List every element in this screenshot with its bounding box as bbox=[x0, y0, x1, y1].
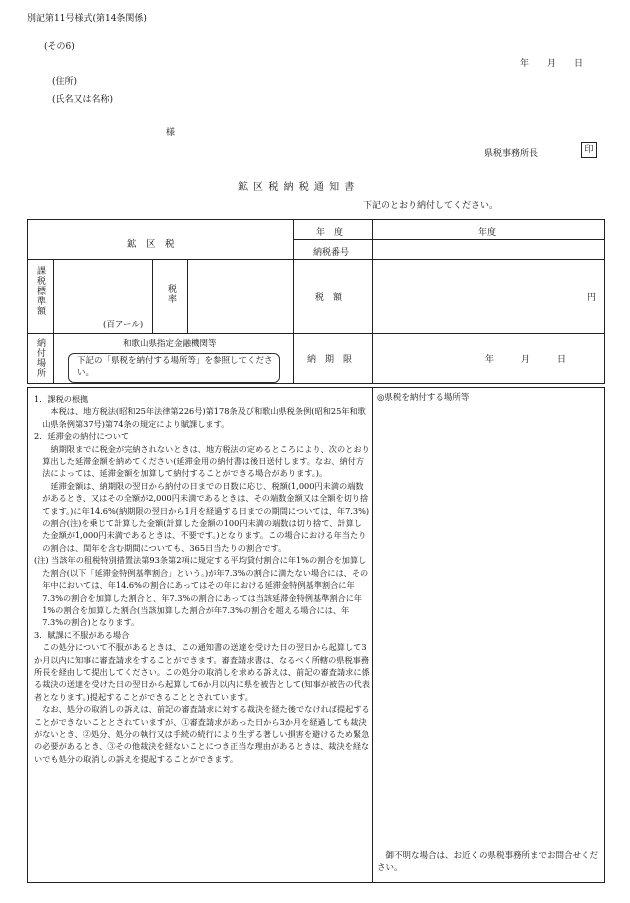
deadline-label: 納 期 限 bbox=[307, 355, 353, 365]
section1-title: 1．課税の根拠 bbox=[34, 394, 89, 404]
section3-para1: この処分について不服があるときは、この通知書の送達を受けた日の翌日から起算して3か月以内に知事に審査請求をすることができます。審査請求書は、なるべく所轄の県税事務所長を経由して提出してください。この処分の取消しを求める訴えは、前記の審査請求に係る裁決の送達を受けた日の翌日から起算して6か月以内に県を被告として(知事が被告の代表者となります。)提起することができることとされています。 bbox=[34, 642, 370, 702]
issuer: 県税事務所長 bbox=[484, 149, 539, 159]
section3-title: 3．賦課に不服がある場合 bbox=[34, 629, 130, 640]
section2-footnote: (注) 当該年の租税特別措置法第93条第2項に規定する平均貸付割合に年1%の割合を加算した割合(以下「延滞金特例基準割合」という。)が年7.3%の割合に満たない場合には、その年中においては、年14.6%の割合にあってはその年における延滞金特例基準割合に年7.3%の割合を加算した割合と、年7.3%の割合にあっては当該延滞金特例基準割合に年1%の割合を加算した割合(当該加算した割合が年7.3%の割合を超える場合には、年7.3%の割合)となります。 bbox=[34, 555, 369, 628]
place-note: 下記の「県税を納付する場所等」を参照してください。 bbox=[77, 356, 273, 378]
rate-label: 税率 bbox=[166, 284, 176, 304]
area-unit: (百アール) bbox=[103, 320, 144, 330]
address-label: (住所) bbox=[52, 77, 78, 87]
document-title: 鉱 区 税 納 税 通 知 書 bbox=[238, 182, 356, 193]
year-value: 年度 bbox=[478, 228, 497, 238]
deadline-value: 年 月 日 bbox=[485, 355, 567, 365]
place-value: 和歌山県指定金融機関等 bbox=[123, 339, 217, 349]
tax-name: 鉱 区 税 bbox=[127, 239, 175, 250]
section1-body: 本税は、地方税法(昭和25年法律第226号)第178条及び和歌山県税条例(昭和25年和歌山県条例第37号)第74条の規定により賦課します。 bbox=[42, 406, 366, 429]
honorific: 様 bbox=[166, 128, 176, 138]
year-label: 年 度 bbox=[316, 228, 344, 238]
amount-label: 税 額 bbox=[315, 293, 343, 303]
tax-number-label: 納税番号 bbox=[313, 248, 350, 258]
form-sub-number: (その6) bbox=[44, 42, 75, 52]
place-label: 納付場所 bbox=[35, 338, 45, 378]
issue-date: 年 月 日 bbox=[520, 59, 584, 69]
standard-label: 課税標準額 bbox=[35, 266, 45, 316]
form-number: 別記第11号様式(第14条関係) bbox=[27, 14, 147, 24]
seal-text: 印 bbox=[584, 145, 594, 155]
payment-place-title: ◎県税を納付する場所等 bbox=[377, 393, 470, 403]
section2-title: 2．延滞金の納付について bbox=[34, 431, 130, 442]
lead-text: 下記のとおり納付してください。 bbox=[363, 201, 499, 211]
name-label: (氏名又は名称) bbox=[52, 95, 114, 105]
section2-para2: 延滞金額は、納期限の翌日から納付の日までの日数に応じ、税額(1,000円未満の端数があるとき、又はその全額が2,000円未満であるときは、その端数金額又は全額を切り捨てます。)に年14.6%(納期限の翌日から1月を経過する日までの期間については、年7.3%)の割合(注)を乗じて計算した金額(計算した金額の100円未満の端数は切り捨て、計算した金額が1,000円未満であるときは、不要です。)となります。この場合における年当たりの割合は、閏年を含む期間についても、365日当たりの割合です。 bbox=[42, 480, 370, 553]
section3-para2: なお、処分の取消しの訴えは、前記の審査請求に対する裁決を経た後でなければ提起することができないこととされていますが、①審査請求があった日から3か月を経過しても裁決がないとき、②処分、処分の執行又は手続の続行により生ずる著しい損害を避けるため緊急の必要があるとき、③その他裁決を経ないことにつき正当な理由があるときは、裁決を経ないでも処分の取消しの訴えを提起することができます。 bbox=[34, 704, 370, 764]
seal-box bbox=[581, 142, 597, 158]
amount-unit: 円 bbox=[587, 293, 597, 303]
notes-left bbox=[34, 393, 370, 765]
section2-para1: 納期限までに税金が完納されないときは、地方税法の定めるところにより、次のとおり算出した延滞金額を納めてください(延滞金用の納付書は後日送付します。なお、納付方法によっては、延滞金額を加算して納付することができる場合があります。)。 bbox=[42, 443, 370, 479]
inquiry-note: 御不明な場合は、お近くの県税事務所までお問合せください。 bbox=[377, 851, 599, 873]
